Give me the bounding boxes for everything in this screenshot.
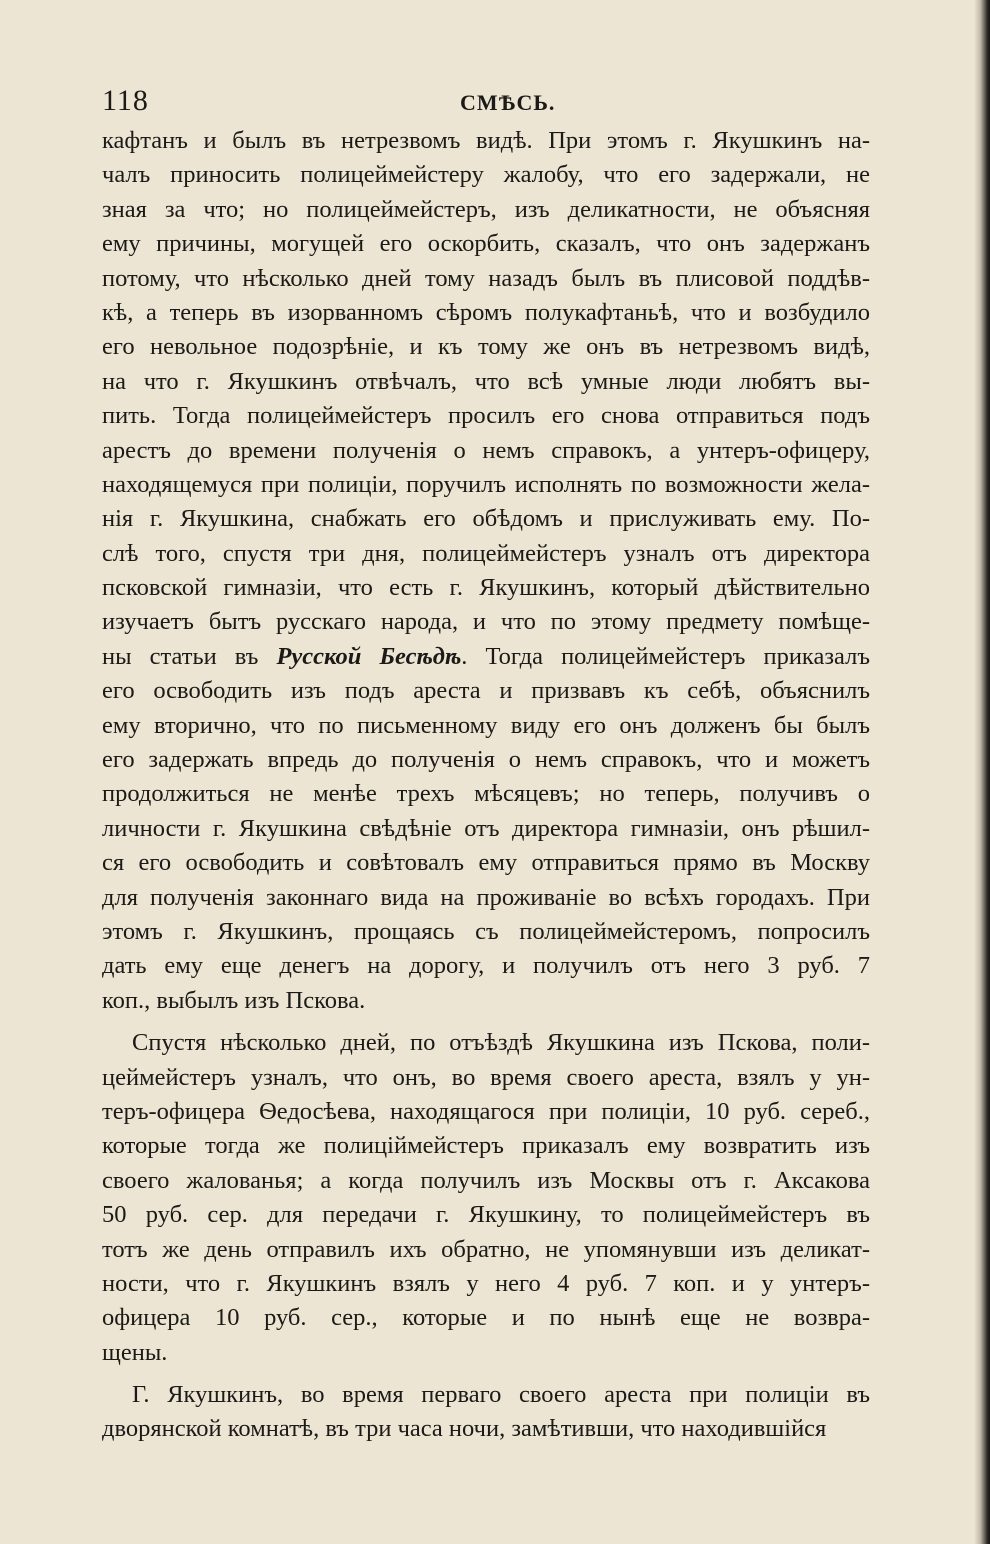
text-line: ности, что г. Якушкинъ взялъ у него 4 руб. 7 коп. и у унтеръ- <box>102 1269 870 1297</box>
text-line: кафтанъ и былъ въ нетрезвомъ видѣ. При этомъ г. Якушкинъ на- <box>102 127 870 154</box>
text-line: коп., выбылъ изъ Пскова. <box>102 986 366 1014</box>
text-line: щены. <box>102 1338 168 1366</box>
text-line: тотъ же день отправилъ ихъ обратно, не упомянувши изъ деликат- <box>102 1235 870 1263</box>
paragraph <box>102 124 870 1018</box>
text-line: находящемуся при полиціи, поручилъ исполнять по возможности жела- <box>102 470 870 498</box>
text-line: потому, что нѣсколько дней тому назадъ былъ въ плисовой поддѣв- <box>102 264 870 292</box>
text-line: цеймейстеръ узналъ, что онъ, во время своего ареста, взялъ у ун- <box>102 1063 870 1091</box>
book-gutter-shadow <box>974 0 990 1544</box>
text-line: ему вторично, что по письменному виду его онъ долженъ бы былъ <box>102 711 870 739</box>
text-line: дать ему еще денегъ на дорогу, и получилъ отъ него 3 руб. 7 <box>102 952 870 980</box>
running-head: СМѢСЬ. <box>460 90 556 115</box>
text-line: арестъ до времени полученія о немъ справокъ, а унтеръ-офицеру, <box>102 436 870 464</box>
text-line: Спустя нѣсколько дней, по отъѣздѣ Якушкина изъ Пскова, поли- <box>132 1029 870 1057</box>
text-line: изучаетъ бытъ русскаго народа, и что по этому предмету помѣще- <box>102 608 870 636</box>
text-line: кѣ, а теперь въ изорванномъ сѣромъ полукафтаньѣ, что и возбудило <box>102 298 870 326</box>
paragraph <box>102 1026 870 1370</box>
italic-title: Русской Бесѣдѣ <box>276 642 462 670</box>
text-line: ему причины, могущей его оскорбить, сказалъ, что онъ задержанъ <box>102 230 870 258</box>
text-line: для полученія законнаго вида на проживаніе во всѣхъ городахъ. При <box>102 883 870 911</box>
text-line: которые тогда же полиціймейстеръ приказалъ ему возвратить изъ <box>102 1132 870 1160</box>
text-line: ся его освободить и совѣтовалъ ему отправиться прямо въ Москву <box>102 849 870 877</box>
page-number: 118 <box>102 84 149 117</box>
text-line: нія г. Якушкина, снабжать его обѣдомъ и прислуживать ему. По- <box>102 505 870 533</box>
text-line: на что г. Якушкинъ отвѣчалъ, что всѣ умные люди любятъ вы- <box>102 367 870 395</box>
text-line: теръ-офицера Ѳедосѣева, находящагося при полиціи, 10 руб. сереб., <box>102 1097 870 1125</box>
text-line: дворянской комнатѣ, въ три часа ночи, замѣтивши, что находившійся <box>102 1415 827 1443</box>
text-line: Г. Якушкинъ, во время перваго своего ареста при полиціи въ <box>132 1381 870 1409</box>
text-line: чалъ приносить полицеймейстеру жалобу, что его задержали, не <box>102 161 870 189</box>
text-line: ны статьи въ Русской Бесѣдѣ. Тогда полицеймейстеръ приказалъ <box>102 642 870 670</box>
page-header <box>102 84 862 124</box>
text-line: офицера 10 руб. сер., которые и по нынѣ еще не возвра- <box>102 1304 870 1332</box>
text-line: слѣ того, спустя три дня, полицеймейстеръ узналъ отъ директора <box>102 539 870 567</box>
text-line: личности г. Якушкина свѣдѣніе отъ директора гимназіи, онъ рѣшил- <box>102 814 870 842</box>
paragraph <box>102 1378 870 1447</box>
text-line: этомъ г. Якушкинъ, прощаясь съ полицеймейстеромъ, попросилъ <box>102 917 870 945</box>
text-line: псковской гимназіи, что есть г. Якушкинъ, который дѣйствительно <box>102 574 870 602</box>
text-line: 50 руб. сер. для передачи г. Якушкину, то полицеймейстеръ въ <box>102 1201 870 1229</box>
page-body <box>102 124 870 1447</box>
text-line: его освободить изъ подъ ареста и призвавъ къ себѣ, объяснилъ <box>102 677 870 705</box>
text-line: зная за что; но полицеймейстеръ, изъ деликатности, не объясняя <box>102 195 870 223</box>
text-line: пить. Тогда полицеймейстеръ просилъ его снова отправиться подъ <box>102 402 870 430</box>
text-line: своего жалованья; а когда получилъ изъ Москвы отъ г. Аксакова <box>102 1166 870 1194</box>
text-line: его задержать впредь до полученія о немъ справокъ, что и можетъ <box>102 746 870 774</box>
text-line: продолжиться не менѣе трехъ мѣсяцевъ; но теперь, получивъ о <box>102 780 870 808</box>
text-line: его невольное подозрѣніе, и къ тому же онъ въ нетрезвомъ видѣ, <box>102 333 870 361</box>
